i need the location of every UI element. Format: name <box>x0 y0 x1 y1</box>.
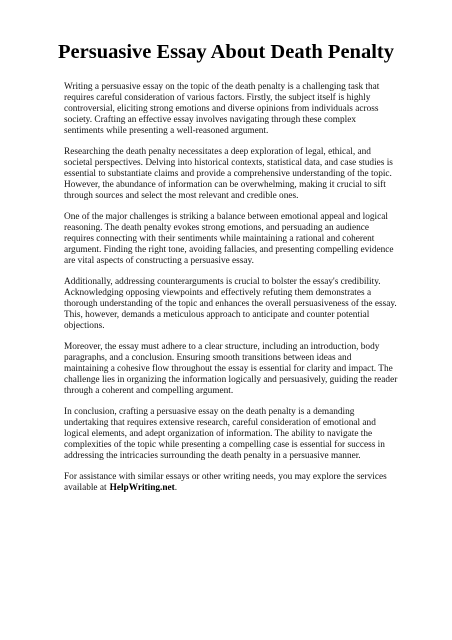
helpwriting-link[interactable]: HelpWriting.net <box>109 482 175 493</box>
closing-text: For assistance with similar essays or other writing needs, you may explore the services available at <box>64 471 387 493</box>
paragraph-challenges: One of the major challenges is striking a balance between emotional appeal and logical reasoning. The death penalty evokes strong emotions, and persuading an audience requires connecting with their sentiments while maintaining a rational and coherent argument. Finding the right tone, avoiding fallacies, and presenting compelling evidence are vital aspects of constructing a persuasive essay. <box>64 211 394 267</box>
document-body <box>64 82 398 494</box>
paragraph-closing <box>64 472 398 494</box>
paragraph-structure: Moreover, the essay must adhere to a clear structure, including an introduction, body paragraphs, and a conclusion. Ensuring smooth transitions between ideas and maintaining a cohesive flow throughout the essay is essential for clarity and impact. The challenge lies in organizing the information logically and persuasively, guiding the reader through a coherent and compelling argument. <box>64 341 398 397</box>
paragraph-counterarguments: Additionally, addressing counterarguments is crucial to bolster the essay's credibility. Acknowledging opposing viewpoints and effectively refuting them demonstrates a thorough understanding of the topic and enhances the overall persuasiveness of the essay. This, however, demands a meticulous approach to anticipate and counter potential objections. <box>64 276 397 332</box>
document-title: Persuasive Essay About Death Penalty <box>58 41 394 63</box>
paragraph-research: Researching the death penalty necessitates a deep exploration of legal, ethical, and societal perspectives. Delving into historical contexts, statistical data, and case studies is essential to substantiate claims and provide a comprehensive understanding of the topic. However, the abundance of information can be overwhelming, making it crucial to sift through sources and select the most relevant and credible ones. <box>64 146 393 202</box>
paragraph-conclusion: In conclusion, crafting a persuasive essay on the death penalty is a demanding undertaking that requires extensive research, careful consideration of emotional and logical elements, and adept organization of information. The ability to navigate the complexities of the topic while presenting a compelling case is essential for success in addressing the intricacies surrounding the death penalty in a persuasive manner. <box>64 406 385 462</box>
paragraph-intro: Writing a persuasive essay on the topic of the death penalty is a challenging task that requires careful consideration of various factors. Firstly, the subject itself is highly controversial, eliciting strong emotions and diverse opinions from individuals across society. Crafting an effective essay involves navigating through these complex sentiments while presenting a well-reasoned argument. <box>64 82 380 137</box>
closing-suffix: . <box>174 482 178 493</box>
